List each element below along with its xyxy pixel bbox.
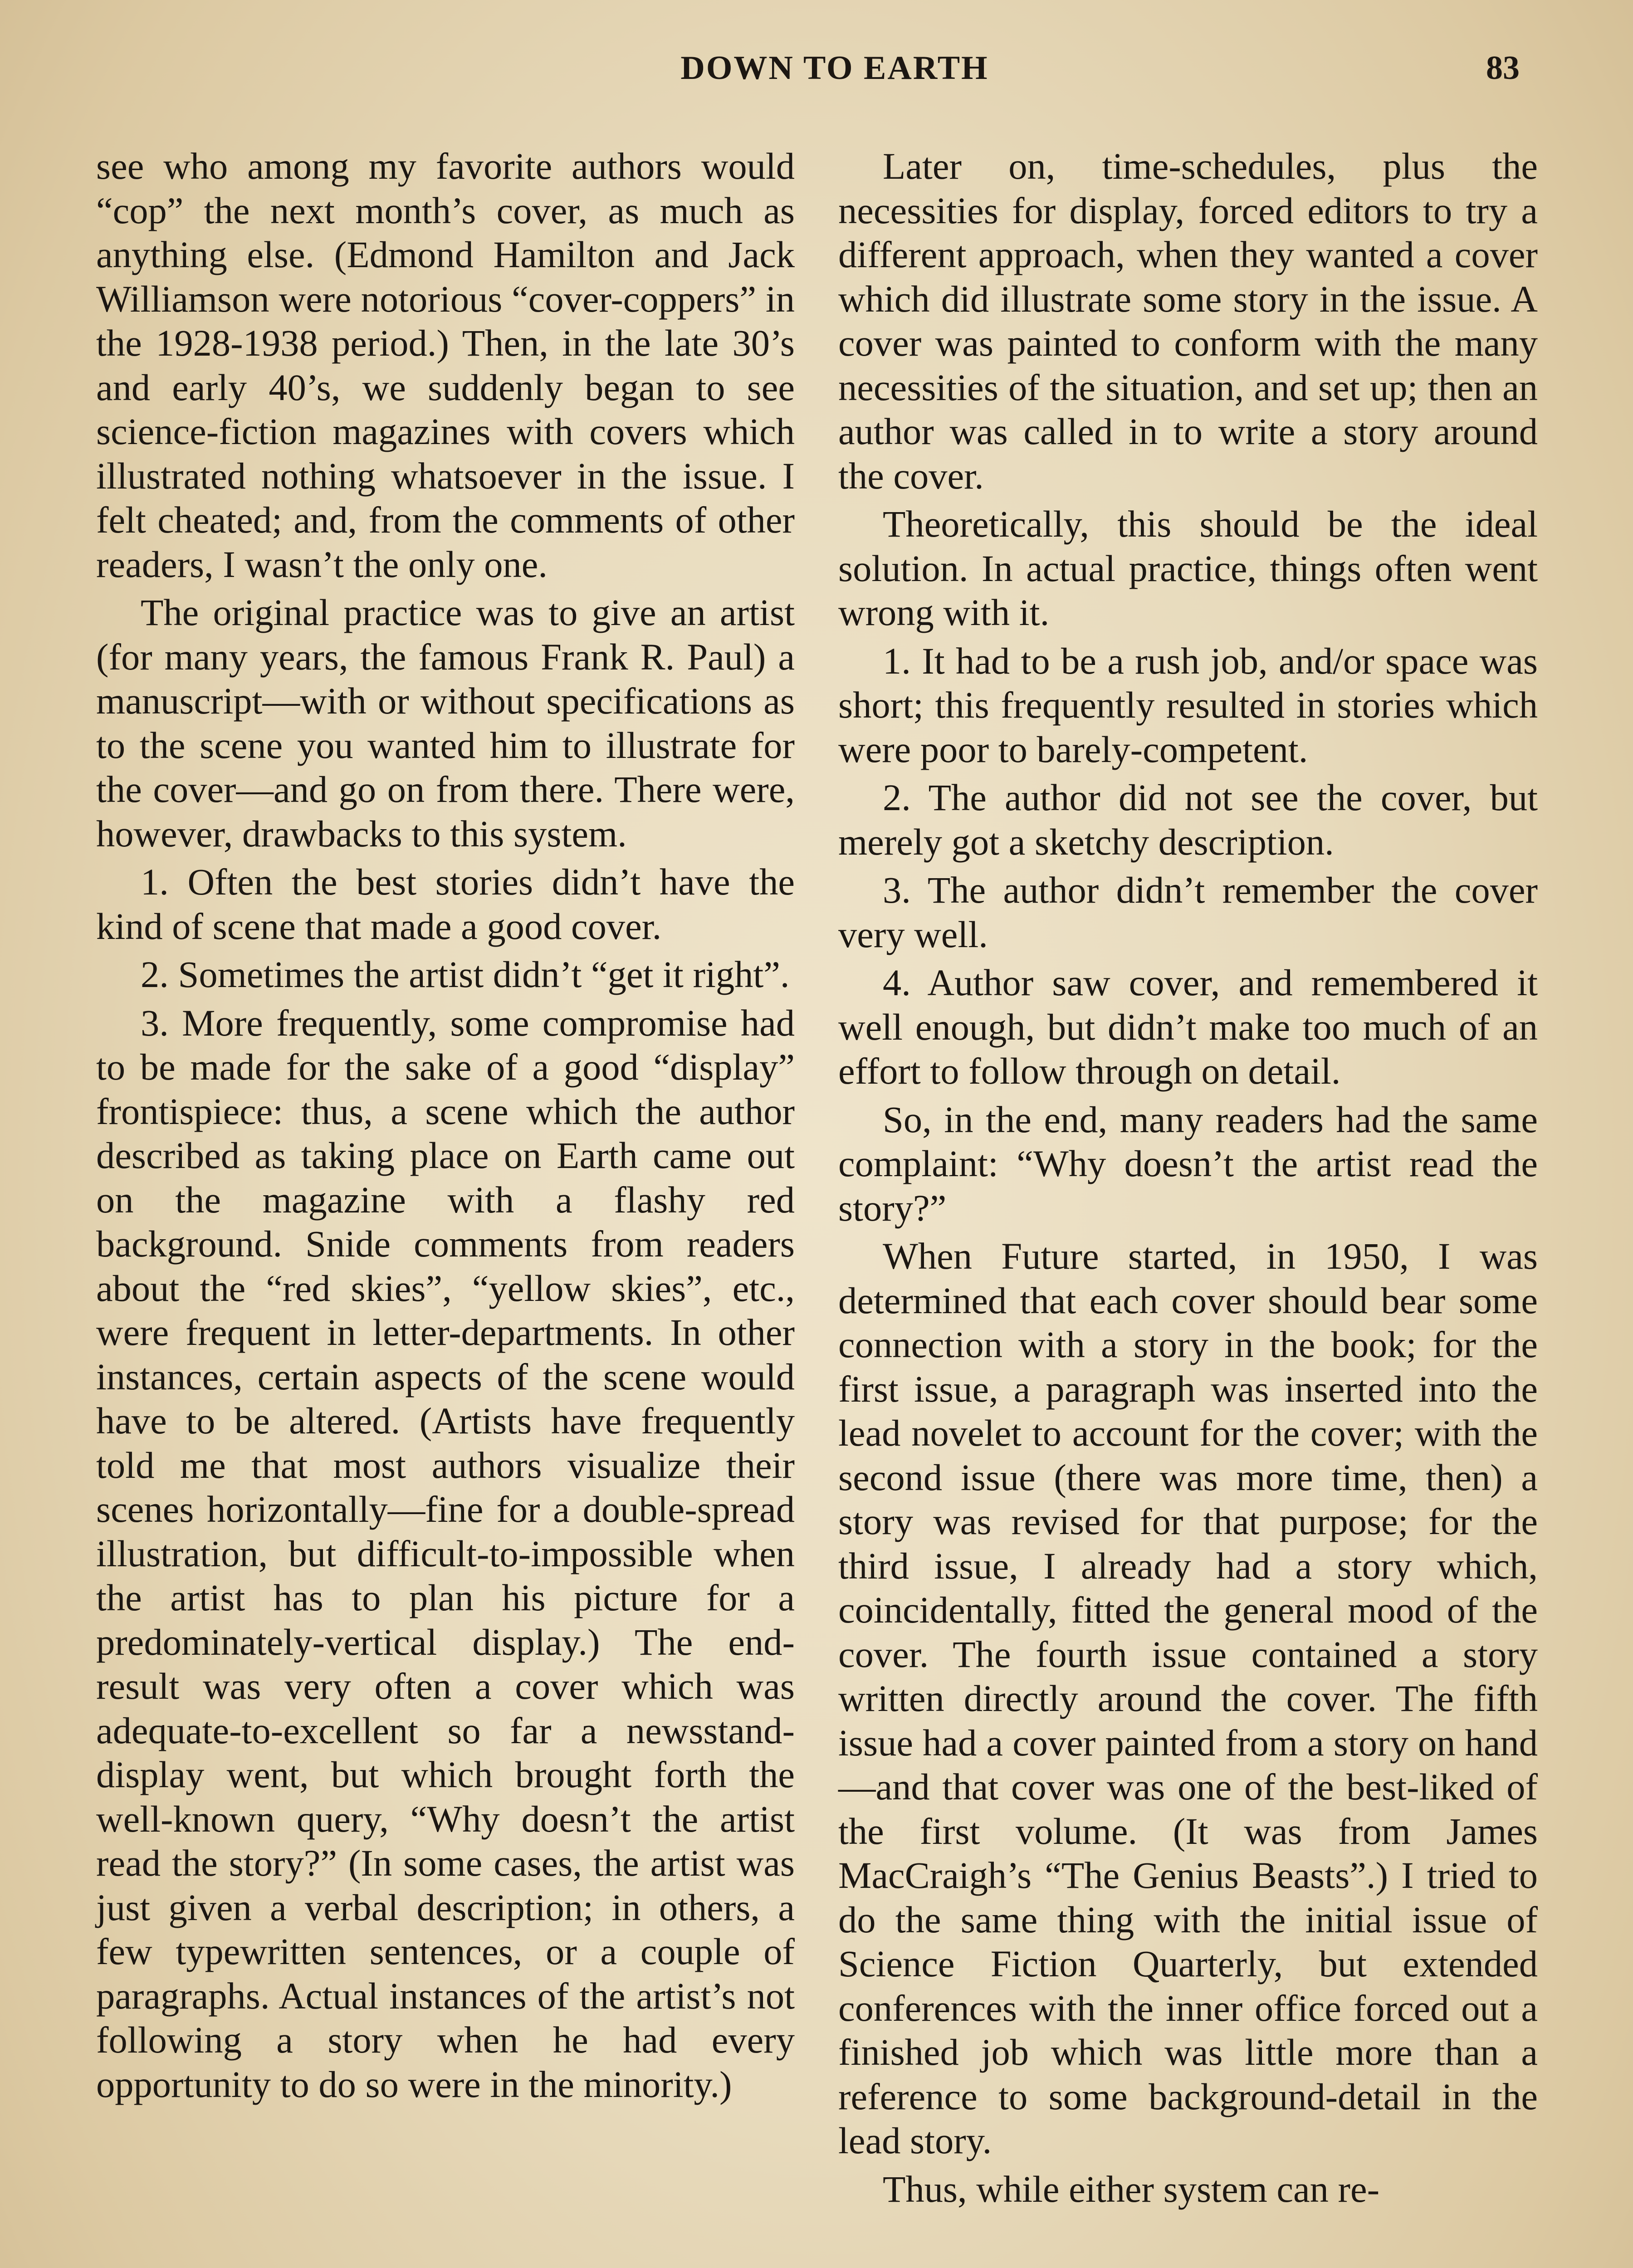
- running-head: DOWN TO EARTH: [680, 49, 989, 87]
- list-item: 1. It had to be a rush job, and/or space was short; this frequently resulted in stories which were poor to barely-competent.: [838, 640, 1538, 770]
- list-item: 1. Often the best stories didn’t have the kind of scene that made a good cover.: [96, 861, 795, 947]
- paragraph: The original practice was to give an artist (for many years, the famous Frank R. Paul) a manuscript—with or without specifications as to the scene you wanted him to illustrate for the cover—and go on from there. There were, however, drawbacks to this system.: [96, 591, 795, 855]
- list-item: 3. More frequently, some compromise had to be made for the sake of a good “display” frontispiece: thus, a scene which the author described as taking place on Earth came out on the magazine with a flashy red background. Snide comments from readers about the “red skies”, “yellow skies”, etc., were frequent in letter-departments. In other instances, certain aspects of the scene would have to be altered. (Artists have frequently told me that most authors visualize their scenes horizontally—fine for a double-spread illustration, but difficult-to-impossible when the artist has to plan his picture for a predominately-vertical display.) The end-result was very often a cover which was adequate-to-excellent so far a newsstand-display went, but which brought forth the well-known query, “Why doesn’t the artist read the story?” (In some cases, the artist was just given a verbal description; in others, a few typewritten sentences, or a couple of paragraphs. Actual instances of the artist’s not following a story when he had every opportunity to do so were in the minority.): [96, 1002, 795, 2105]
- paragraph: Theoretically, this should be the ideal solution. In actual practice, things often went wrong with it.: [838, 503, 1538, 633]
- list-item: 2. The author did not see the cover, but merely got a sketchy description.: [838, 777, 1538, 863]
- paragraph: So, in the end, many readers had the same complaint: “Why doesn’t the artist read the story?”: [838, 1098, 1538, 1229]
- paragraph: When Future started, in 1950, I was determined that each cover should bear some connection with a story in the book; for the first issue, a paragraph was inserted into the lead novelet to account for the cover; with the second issue (there was more time, then) a story was revised for that purpose; for the third issue, I already had a story which, coincidentally, fitted the general mood of the cover. The fourth issue contained a story written directly around the cover. The fifth issue had a cover painted from a story on hand—and that cover was one of the best-liked of the first volume. (It was from James MacCraigh’s “The Genius Beasts”.) I tried to do the same thing with the initial issue of Science Fiction Quarterly, but extended conferences with the inner office forced out a finished job which was little more than a reference to some background-detail in the lead story.: [838, 1235, 1538, 2161]
- page-header: [91, 49, 1533, 103]
- list-item: 4. Author saw cover, and remembered it well enough, but didn’t make too much of an effort to follow through on detail.: [838, 962, 1538, 1092]
- paragraph: Later on, time-schedules, plus the necessities for display, forced editors to try a different approach, when they wanted a cover which did illustrate some story in the issue. A cover was painted to conform with the many necessities of the situation, and set up; then an author was called in to write a story around the cover.: [838, 145, 1538, 497]
- paragraph: Thus, while either system can re-: [883, 2168, 1380, 2210]
- list-item: 2. Sometimes the artist didn’t “get it right”.: [141, 953, 790, 995]
- paragraph: see who among my favorite authors would “cop” the next month’s cover, as much as anything else. (Edmond Hamilton and Jack Williamson were notorious “cover-coppers” in the 1928-1938 period.) Then, in the late 30’s and early 40’s, we suddenly began to see science-fiction magazines with covers which illustrated nothing whatsoever in the issue. I felt cheated; and, from the comments of other readers, I wasn’t the only one.: [96, 145, 795, 585]
- page-number: 83: [1486, 49, 1520, 87]
- list-item: 3. The author didn’t remember the cover very well.: [838, 869, 1538, 955]
- left-column: [96, 144, 795, 2111]
- right-column: [838, 144, 1538, 2215]
